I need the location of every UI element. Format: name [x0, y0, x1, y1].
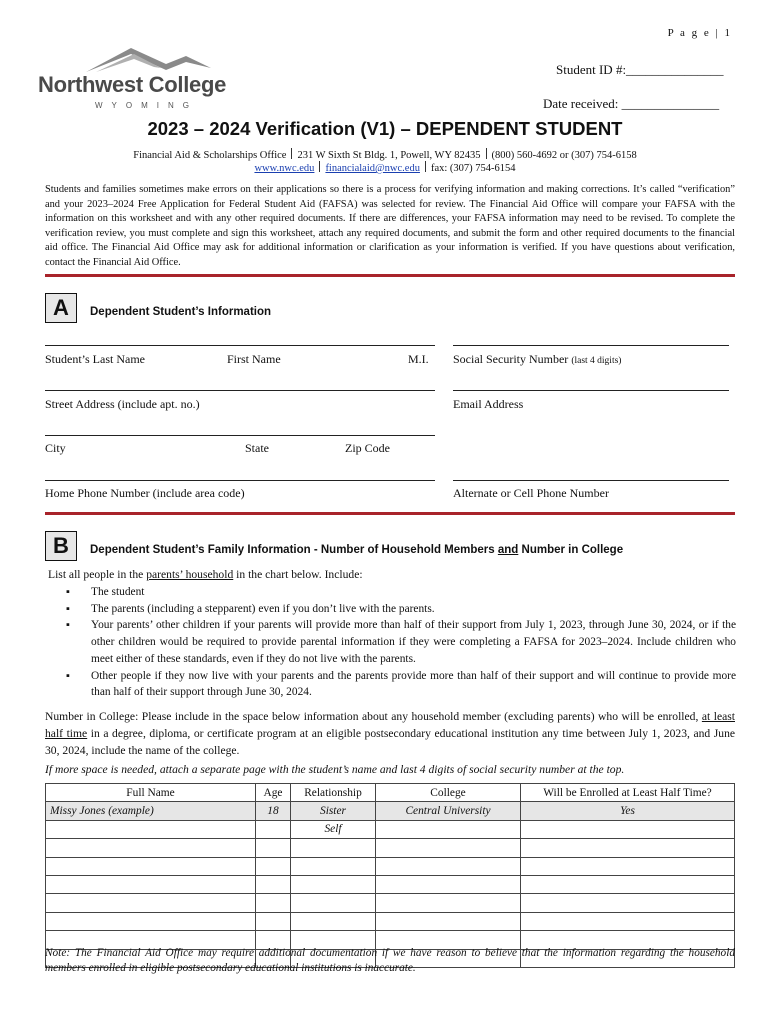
more-space-note: If more space is needed, attach a separate page with the student’s name and last 4 digits of social security number at the top. — [45, 763, 625, 776]
college-text-u: at least half time — [45, 710, 735, 740]
section-b-title-a: Dependent Student’s Family Information - Number of Household Members — [90, 544, 498, 556]
example-half-time: Yes — [521, 802, 735, 820]
section-b-marker: B — [45, 531, 77, 561]
table-cell[interactable] — [46, 839, 256, 857]
list-item: ▪ Other people if they now live with your parents and the parents provide more than half of their support and will continue to provide more than half of their support through June 30, 2024. — [66, 668, 736, 701]
table-cell[interactable] — [521, 857, 735, 875]
table-row[interactable] — [46, 875, 735, 893]
office-street: 231 W Sixth St Bldg. 1, Powell, WY 82435 — [297, 150, 481, 161]
include-list — [66, 584, 736, 701]
office-contact-line — [0, 161, 770, 174]
ssn-line[interactable] — [453, 345, 729, 346]
street-label: Street Address (include apt. no.) — [45, 397, 200, 411]
office-phone: (800) 560-4692 or (307) 754-6158 — [491, 150, 637, 161]
table-cell[interactable] — [256, 857, 291, 875]
table-cell[interactable] — [46, 820, 256, 838]
alt-phone-line[interactable] — [453, 480, 729, 481]
ssn-label-text: Social Security Number — [453, 352, 569, 366]
table-cell[interactable] — [256, 839, 291, 857]
office-address-line — [0, 148, 770, 161]
section-b-title-and: and — [497, 544, 519, 556]
list-instruction-u: parents’ household — [146, 568, 234, 581]
home-phone-label: Home Phone Number (include area code) — [45, 486, 245, 500]
website-link[interactable]: www.nwc.edu — [254, 163, 315, 174]
home-phone-line[interactable] — [45, 480, 435, 481]
self-relationship: Self — [291, 820, 376, 838]
mi-label: M.I. — [408, 352, 429, 366]
list-item: ▪ The student — [66, 584, 736, 601]
table-cell[interactable] — [291, 894, 376, 912]
example-college: Central University — [376, 802, 521, 820]
email-label: Email Address — [453, 397, 524, 411]
table-cell[interactable] — [521, 894, 735, 912]
col-college: College — [376, 784, 521, 802]
list-instruction-b: in the chart below. Include: — [233, 568, 363, 581]
table-cell[interactable] — [376, 875, 521, 893]
logo-name: Northwest College — [38, 72, 227, 97]
intro-paragraph: Students and families sometimes make errors on their applications so there is a process for verifying information and making corrections. It’s called “verification” and your 2023–2024 Free Application for Federal Student Aid (FAFSA) was selected for review. The Financial Aid Office will compare your FAFSA with the information on this worksheet and with any other required documents. If there are differences, your FAFSA information may need to be revised. To complete the verification review, you must complete and sign this worksheet, attach any required documents, and submit the form and other required documents to the financial aid office. The Financial Aid Office may ask for additional information or clarification as your information is verified. If you have questions about verification, contact the Financial Aid Office. — [45, 184, 735, 268]
table-header-row — [46, 784, 735, 802]
state-label: State — [245, 441, 269, 455]
household-table — [45, 783, 735, 968]
table-cell[interactable] — [256, 875, 291, 893]
table-cell[interactable] — [291, 839, 376, 857]
section-b-title — [90, 544, 623, 556]
table-row[interactable] — [46, 857, 735, 875]
list-instruction — [48, 567, 363, 584]
table-row[interactable] — [46, 894, 735, 912]
ssn-note: (last 4 digits) — [571, 356, 622, 366]
office-fax: fax: (307) 754-6154 — [430, 163, 516, 174]
table-cell[interactable] — [521, 820, 735, 838]
zip-label: Zip Code — [345, 441, 390, 455]
city-line[interactable] — [45, 435, 435, 436]
date-received-field[interactable]: Date received: _______________ — [543, 96, 720, 111]
table-cell[interactable] — [46, 894, 256, 912]
footer-note: Note: The Financial Aid Office may require additional documentation if we have reason to believe that the information regarding the household members enrolled in eligible postsecondary educational institutions is inaccurate. — [45, 947, 735, 975]
col-age: Age — [256, 784, 291, 802]
table-cell[interactable] — [256, 894, 291, 912]
list-item: ▪ Your parents’ other children if your parents will provide more than half of their support from July 1, 2023, through June 30, 2024, or if the other children would be required to provide parental information if they were completing a FAFSA for 2023–2024. Include children who meet either of these standards, even if they do not live with the parents. — [66, 617, 736, 667]
page-number: P a g e | 1 — [667, 27, 732, 39]
list-instruction-a: List all people in the — [48, 568, 147, 581]
email-line[interactable] — [453, 390, 729, 391]
section-a-marker: A — [45, 293, 77, 323]
table-cell[interactable] — [46, 875, 256, 893]
table-cell[interactable] — [376, 820, 521, 838]
table-cell[interactable] — [256, 912, 291, 930]
table-row[interactable] — [46, 912, 735, 930]
table-cell[interactable] — [291, 857, 376, 875]
page-title: 2023 – 2024 Verification (V1) – DEPENDENT STUDENT — [147, 118, 623, 139]
section-divider — [45, 512, 735, 515]
table-cell[interactable] — [256, 820, 291, 838]
table-cell[interactable] — [376, 839, 521, 857]
student-id-field[interactable]: Student ID #:_______________ — [556, 62, 724, 77]
street-line[interactable] — [45, 390, 435, 391]
logo-subtitle: WYOMING — [95, 101, 198, 110]
col-half-time: Will be Enrolled at Least Half Time? — [521, 784, 735, 802]
table-row-example — [46, 802, 735, 820]
table-row[interactable] — [46, 839, 735, 857]
section-a-title: Dependent Student’s Information — [90, 306, 272, 318]
email-link[interactable]: financialaid@nwc.edu — [325, 163, 420, 174]
table-cell[interactable] — [46, 912, 256, 930]
example-relationship: Sister — [291, 802, 376, 820]
table-cell[interactable] — [521, 912, 735, 930]
table-cell[interactable] — [521, 875, 735, 893]
table-cell[interactable] — [376, 857, 521, 875]
col-full-name: Full Name — [46, 784, 256, 802]
college-text-a: Number in College: Please include in the space below information about any household member (excluding parents) who will be enrolled, — [45, 710, 702, 723]
section-b-title-b: Number in College — [518, 544, 624, 556]
example-age: 18 — [256, 802, 291, 820]
table-row-self[interactable] — [46, 820, 735, 838]
table-cell[interactable] — [291, 912, 376, 930]
table-cell[interactable] — [46, 857, 256, 875]
table-cell[interactable] — [376, 912, 521, 930]
col-relationship: Relationship — [291, 784, 376, 802]
section-divider — [45, 274, 735, 277]
ssn-label — [453, 352, 621, 367]
office-name: Financial Aid & Scholarships Office — [133, 150, 287, 161]
example-name: Missy Jones (example) — [46, 802, 256, 820]
table-cell[interactable] — [521, 839, 735, 857]
college-text-b: in a degree, diploma, or certificate program at an eligible postsecondary educational institution any time between July 1, 2023, and June 30, 2024, include the name of the college. — [45, 726, 736, 757]
table-cell[interactable] — [376, 894, 521, 912]
list-item: ▪ The parents (including a stepparent) even if you don’t live with the parents. — [66, 601, 736, 618]
alt-phone-label: Alternate or Cell Phone Number — [453, 486, 609, 500]
table-cell[interactable] — [291, 875, 376, 893]
number-in-college-paragraph — [45, 709, 735, 759]
name-line[interactable] — [45, 345, 435, 346]
city-label: City — [45, 441, 66, 455]
last-name-label: Student’s Last Name — [45, 352, 145, 366]
first-name-label: First Name — [227, 352, 281, 366]
